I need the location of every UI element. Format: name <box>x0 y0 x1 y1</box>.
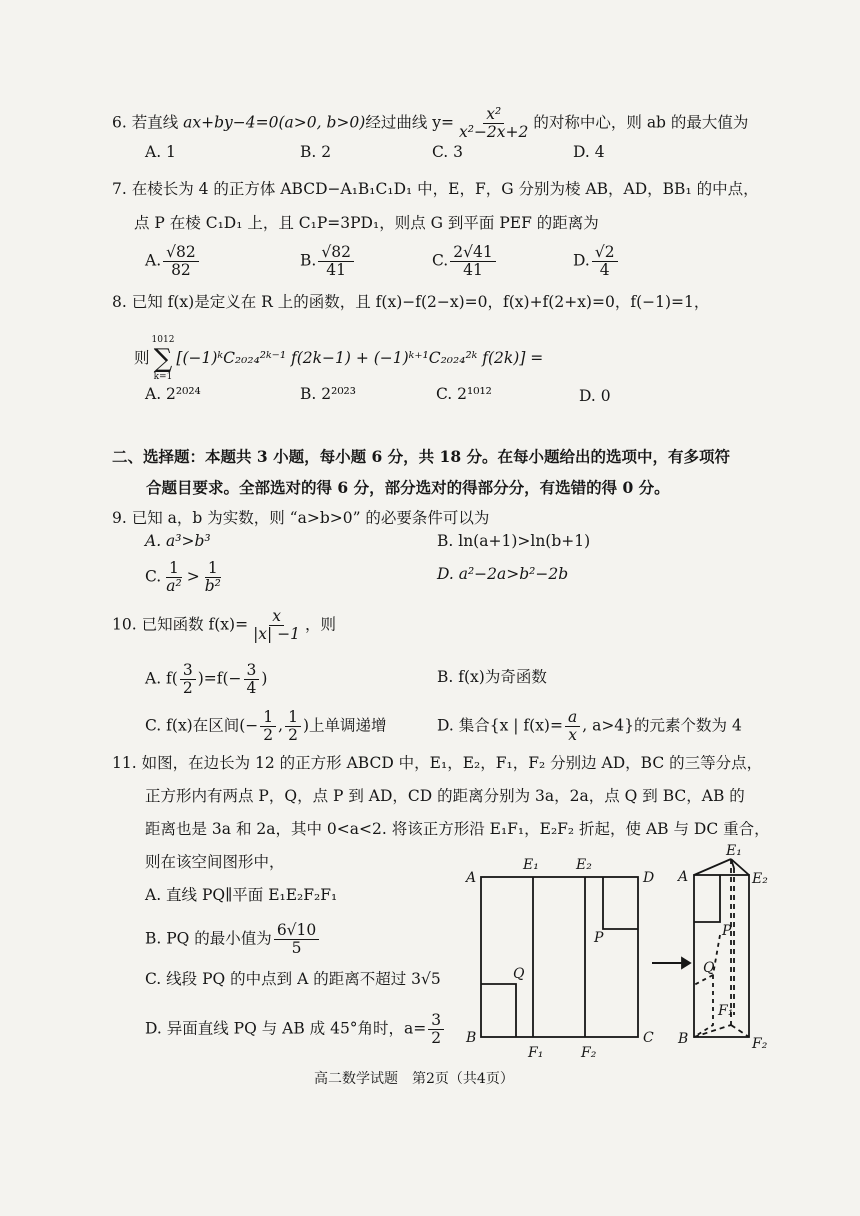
q11-option-d: D. 异面直线 PQ 与 AB 成 45°角时，a= $\frac{3}{2}$ <box>145 1012 446 1047</box>
label-q-folded: Q <box>703 960 715 976</box>
q11-line3: 距离也是 3a 和 2a，其中 0<a<2. 将该正方形沿 E₁F₁，E₂F₂ 折起，使 AB 与 DC 重合， <box>145 820 770 838</box>
q-distance-lines <box>481 984 516 1037</box>
q11-option-c: C. 线段 PQ 的中点到 A 的距离不超过 3√5 <box>145 970 441 988</box>
q7-option-d: D. $\frac{√2}{4}$ <box>573 244 620 279</box>
q7-option-c: C. $\frac{2√41}{41}$ <box>432 244 498 279</box>
q7-option-a: A. $\frac{√82}{82}$ <box>145 244 201 279</box>
q11-line1: 11. 如图，在边长为 12 的正方形 ABCD 中，E₁，E₂，F₁，F₂ 分别边 AD，BC 的三等分点， <box>112 754 763 772</box>
q9-option-a: A. a³>b³ <box>145 532 211 550</box>
label-f2-folded: F₂ <box>752 1036 768 1052</box>
q6-fraction: $\frac{\text{x²}}{\text{x²−2x+2}}$ <box>458 105 529 141</box>
label-e2-folded: E₂ <box>752 871 768 887</box>
q10-stem: 10. 已知函数 f(x)= $\frac{x}{|x| -1}$ ，则 <box>112 607 337 643</box>
label-p: P <box>594 930 604 946</box>
q9-stem: 9. 已知 a，b 为实数，则 “a>b>0” 的必要条件可以为 <box>112 509 490 527</box>
q11-line4: 则在该空间图形中， <box>145 853 285 871</box>
q11-line2: 正方形内有两点 P，Q，点 P 到 AD，CD 的距离分别为 3a，2a，点 Q 到 BC，AB 的 <box>145 787 745 805</box>
q8-sum-line: 则 1012 ∑ k=1 [(−1)ᵏC₂₀₂₄²ᵏ⁻¹ f(2k−1) + (−1)ᵏ⁺¹C₂₀₂₄²ᵏ f(2k)] = <box>134 335 544 382</box>
label-f1-folded: F₁ <box>718 1003 734 1019</box>
square-abcd <box>481 877 638 1037</box>
q9-option-c: C. $\frac{1}{\text{a²}}$ > $\frac{1}{\text{b²}}$ <box>145 559 221 595</box>
label-e1-folded: E₁ <box>726 843 742 859</box>
label-a-folded: A <box>678 869 689 885</box>
q8-line1: 8. 已知 f(x)是定义在 R 上的函数，且 f(x)−f(2−x)=0，f(x)+f(2+x)=0，f(−1)=1， <box>112 293 710 311</box>
q6-option-c: C. 3 <box>432 143 464 161</box>
label-d: D <box>643 870 655 886</box>
q11-option-a: A. 直线 PQ∥平面 E₁E₂F₂F₁ <box>145 886 338 904</box>
q7-option-b: B. $\frac{√82}{41}$ <box>300 244 356 279</box>
q8-option-c: C. 2¹⁰¹² <box>436 385 492 403</box>
label-a: A <box>466 870 477 886</box>
label-e2: E₂ <box>576 857 592 873</box>
q10-option-c: C. f(x)在区间(− $\frac{1}{2}$ , $\frac{1}{2}$ )上单调递增 <box>145 708 387 744</box>
q10-option-b: B. f(x)为奇函数 <box>437 668 547 686</box>
p-distance-lines <box>603 877 638 929</box>
q10-option-a: A. f( $\frac{3}{2}$ )=f(− $\frac{3}{4}$ ) <box>145 661 268 697</box>
arrow-head <box>682 958 690 968</box>
label-p-folded: P <box>722 923 732 939</box>
q6-option-d: D. 4 <box>573 143 605 161</box>
label-f1: F₁ <box>528 1045 544 1061</box>
section2-line2: 合题目要求。全部选对的得 6 分，部分选对的得部分分，有选错的得 0 分。 <box>146 478 670 497</box>
q11-option-b: B. PQ 的最小值为 $\frac{6√10}{5}$ <box>145 922 321 957</box>
section2-line1: 二、选择题：本题共 3 小题，每小题 6 分，共 18 分。在每小题给出的选项中，有多项符 <box>112 447 731 466</box>
label-b: B <box>466 1030 477 1046</box>
q7-line1: 7. 在棱长为 4 的正方体 ABCD−A₁B₁C₁D₁ 中，E，F，G 分别为棱 AB，AD，BB₁ 的中点， <box>112 180 759 198</box>
q8-option-b: B. 2²⁰²³ <box>300 385 356 403</box>
page-footer: 高二数学试题 第2页（共4页） <box>314 1071 514 1087</box>
q9-option-b: B. ln(a+1)>ln(b+1) <box>437 532 591 550</box>
q7-line2: 点 P 在棱 C₁D₁ 上，且 C₁P=3PD₁，则点 G 到平面 PEF 的距离为 <box>134 214 599 232</box>
q6-option-a: A. 1 <box>145 143 176 161</box>
sum-symbol: 1012 ∑ k=1 <box>151 335 175 382</box>
q6-stem: 6. 若直线 ax+by−4=0(a>0, b>0)经过曲线 y= $\frac{\text{x²}}{\text{x²−2x+2}}$ 的对称中心，则 ab 的最大值为 <box>112 105 749 141</box>
label-c: C <box>643 1030 654 1046</box>
label-q: Q <box>513 966 525 982</box>
q8-option-a: A. 2²⁰²⁴ <box>145 385 201 403</box>
label-f2: F₂ <box>581 1045 597 1061</box>
q6-option-b: B. 2 <box>300 143 332 161</box>
q9-option-d: D. a²−2a>b²−2b <box>437 565 569 583</box>
q8-option-d: D. 0 <box>579 387 611 405</box>
label-b-folded: B <box>678 1031 689 1047</box>
q10-option-d: D. 集合{x | f(x)= $\frac{a}{x}$ , a>4}的元素个数为 4 <box>437 708 742 744</box>
label-e1: E₁ <box>523 857 539 873</box>
